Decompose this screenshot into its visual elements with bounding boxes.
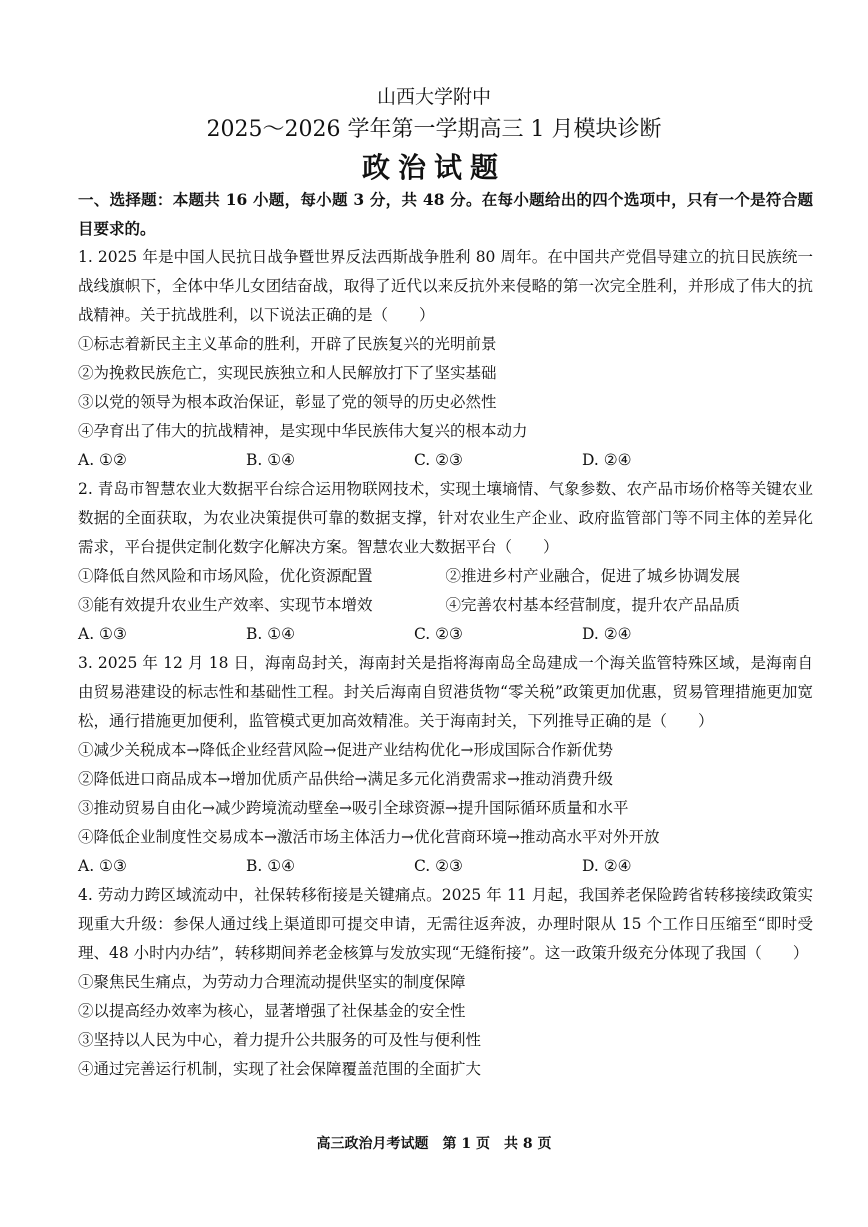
question-2-items-row	[78, 562, 813, 591]
choice-b: B. ①④	[246, 625, 296, 643]
page-footer: 高三政治月考试题 第 1 页 共 8 页	[316, 1136, 552, 1152]
question-1-item: ④孕育出了伟大的抗战精神，是实现中华民族伟大复兴的根本动力	[78, 422, 528, 440]
choice-d: D. ②④	[582, 451, 632, 469]
question-3-choices	[78, 852, 813, 881]
question-2-item: ④完善农村基本经营制度，提升农产品品质	[445, 596, 741, 614]
section-intro: 一、选择题：本题共 16 小题，每小题 3 分，共 48 分。在每小题给出的四个选项中，只有一个是符合题目要求的。	[78, 190, 813, 238]
question-3-item: ①减少关税成本→降低企业经营风险→促进产业结构优化→形成国际合作新优势	[78, 741, 613, 759]
question-2-choices	[78, 620, 813, 649]
choice-c: C. ②③	[414, 625, 463, 643]
question-1-item: ①标志着新民主主义革命的胜利，开辟了民族复兴的光明前景	[78, 335, 497, 353]
choice-d: D. ②④	[582, 857, 632, 875]
question-2-item: ①降低自然风险和市场风险，优化资源配置	[78, 567, 373, 585]
question-4-stem: 4. 劳动力跨区域流动中，社保转移衔接是关键痛点。2025 年 11 月起，我国养老保险跨省转移接续政策实现重大升级：参保人通过线上渠道即可提交申请，无需往返奔波，办理时限从 15 个工作日压缩至“即时受理、48 小时内办结”，转移期间养老金核算与发放实现“无缝衔接”。这一政策升级充分体现了我国（ ）	[78, 886, 813, 962]
choice-b: B. ①④	[246, 857, 296, 875]
choice-a: A. ①③	[78, 625, 127, 643]
question-2-items-row	[78, 591, 813, 620]
question-1-item: ③以党的领导为根本政治保证，彰显了党的领导的历史必然性	[78, 393, 497, 411]
question-1-item: ②为挽救民族危亡，实现民族独立和人民解放打下了坚实基础	[78, 364, 497, 382]
exam-content	[78, 185, 813, 1084]
choice-c: C. ②③	[414, 857, 463, 875]
question-3-stem: 3. 2025 年 12 月 18 日，海南岛封关，海南封关是指将海南岛全岛建成一个海关监管特殊区域，是海南自由贸易港建设的标志性和基础性工程。封关后海南自贸港货物“零关税”政策更加优惠，贸易管理措施更加宽松，通行措施更加便利，监管模式更加高效精准。关于海南封关，下列推导正确的是（ ）	[78, 654, 813, 730]
question-1-stem: 1. 2025 年是中国人民抗日战争暨世界反法西斯战争胜利 80 周年。在中国共产党倡导建立的抗日民族统一战线旗帜下，全体中华儿女团结奋战，取得了近代以来反抗外来侵略的第一次完全胜利，并形成了伟大的抗战精神。关于抗战胜利，以下说法正确的是（ ）	[78, 248, 813, 324]
question-3-item: ③推动贸易自由化→减少跨境流动壁垒→吸引全球资源→提升国际循环质量和水平	[78, 799, 629, 817]
choice-d: D. ②④	[582, 625, 632, 643]
choice-a: A. ①②	[78, 451, 127, 469]
question-3-item: ②降低进口商品成本→增加优质产品供给→满足多元化消费需求→推动消费升级	[78, 770, 613, 788]
question-4-item: ②以提高经办效率为核心，显著增强了社保基金的安全性	[78, 1002, 466, 1020]
exam-title: 2025～2026 学年第一学期高三 1 月模块诊断	[206, 117, 662, 142]
question-2-item: ③能有效提升农业生产效率、实现节本增效	[78, 596, 373, 614]
subject-title: 政治试题	[361, 151, 506, 184]
choice-a: A. ①③	[78, 857, 127, 875]
school-name: 山西大学附中	[376, 86, 491, 108]
question-4-item: ③坚持以人民为中心，着力提升公共服务的可及性与便利性	[78, 1031, 482, 1049]
question-1-choices	[78, 446, 813, 475]
question-4-item: ④通过完善运行机制，实现了社会保障覆盖范围的全面扩大	[78, 1060, 482, 1078]
question-3-item: ④降低企业制度性交易成本→激活市场主体活力→优化营商环境→推动高水平对外开放	[78, 828, 660, 846]
question-2-stem: 2. 青岛市智慧农业大数据平台综合运用物联网技术，实现土壤墒情、气象参数、农产品市场价格等关键农业数据的全面获取，为农业决策提供可靠的数据支撑，针对农业生产企业、政府监管部门等不同主体的差异化需求，平台提供定制化数字化解决方案。智慧农业大数据平台（ ）	[78, 480, 813, 556]
choice-c: C. ②③	[414, 451, 463, 469]
question-4-item: ①聚焦民生痛点，为劳动力合理流动提供坚实的制度保障	[78, 973, 466, 991]
choice-b: B. ①④	[246, 451, 296, 469]
question-2-item: ②推进乡村产业融合，促进了城乡协调发展	[445, 567, 741, 585]
